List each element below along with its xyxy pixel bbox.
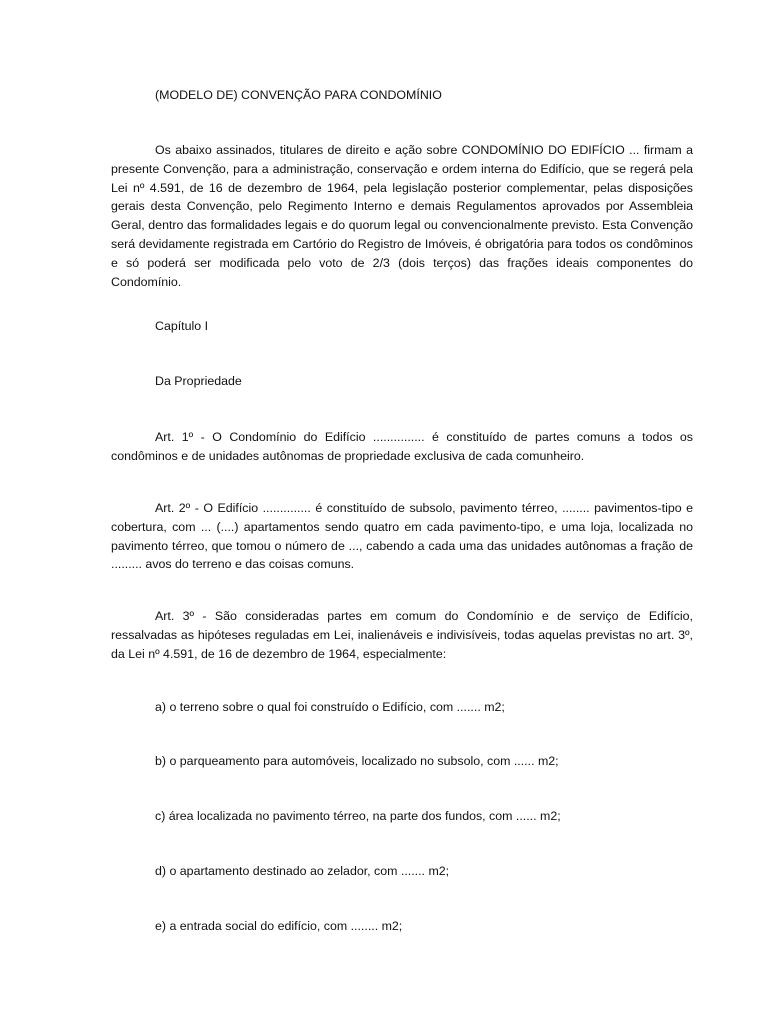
- document-title: (MODELO DE) CONVENÇÃO PARA CONDOMÍNIO: [155, 88, 442, 102]
- list-item: a) o terreno sobre o qual foi construído o Edifício, com ....... m2;: [155, 700, 505, 714]
- list-item: c) área localizada no pavimento térreo, na parte dos fundos, com ...... m2;: [155, 809, 561, 823]
- intro-paragraph: Os abaixo assinados, titulares de direito e ação sobre CONDOMÍNIO DO EDIFÍCIO ... firmam a presente Convenção, para a administração, conservação e ordem interna do Edifício, que se regerá pela Lei nº 4.591, de 16 de dezembro de 1964, pela legislação posterior complementar, pelas disposições gerais desta Convenção, pelo Regimento Interno e demais Regulamentos aprovados por Assembleia Geral, dentro das formalidades legais e do quorum legal ou convencionalmente previsto. Esta Convenção será devidamente registrada em Cartório do Registro de Imóveis, é obrigatória para todos os condôminos e só poderá ser modificada pelo voto de 2/3 (dois terços) das frações ideais componentes do Condomínio.: [111, 143, 693, 289]
- list-item: b) o parqueamento para automóveis, localizado no subsolo, com ...... m2;: [155, 754, 559, 768]
- article-3: Art. 3º - São consideradas partes em comum do Condomínio e de serviço de Edifício, ressalvadas as hipóteses reguladas em Lei, inalienáveis e indivisíveis, todas aquelas previstas no art. 3º, da Lei nº 4.591, de 16 de dezembro de 1964, especialmente:: [111, 609, 693, 661]
- list-item: d) o apartamento destinado ao zelador, com ....... m2;: [155, 864, 450, 878]
- article-2: Art. 2º - O Edifício .............. é constituído de subsolo, pavimento térreo, ........ pavimentos-tipo e cobertura, com ... (....) apartamentos sendo quatro em cada pavimento-tipo, e uma loja, localizada no pavimento térreo, que tomou o número de ..., cabendo a cada uma das unidades autônomas a fração de ......... avos do terreno e das coisas comuns.: [111, 501, 693, 572]
- section-heading: Da Propriedade: [155, 374, 242, 388]
- chapter-heading: Capítulo I: [155, 319, 209, 333]
- article-1: Art. 1º - O Condomínio do Edifício ............... é constituído de partes comuns a todos os condôminos e de unidades autônomas de propriedade exclusiva de cada comunheiro.: [111, 430, 693, 463]
- list-item: e) a entrada social do edifício, com ........ m2;: [155, 919, 403, 933]
